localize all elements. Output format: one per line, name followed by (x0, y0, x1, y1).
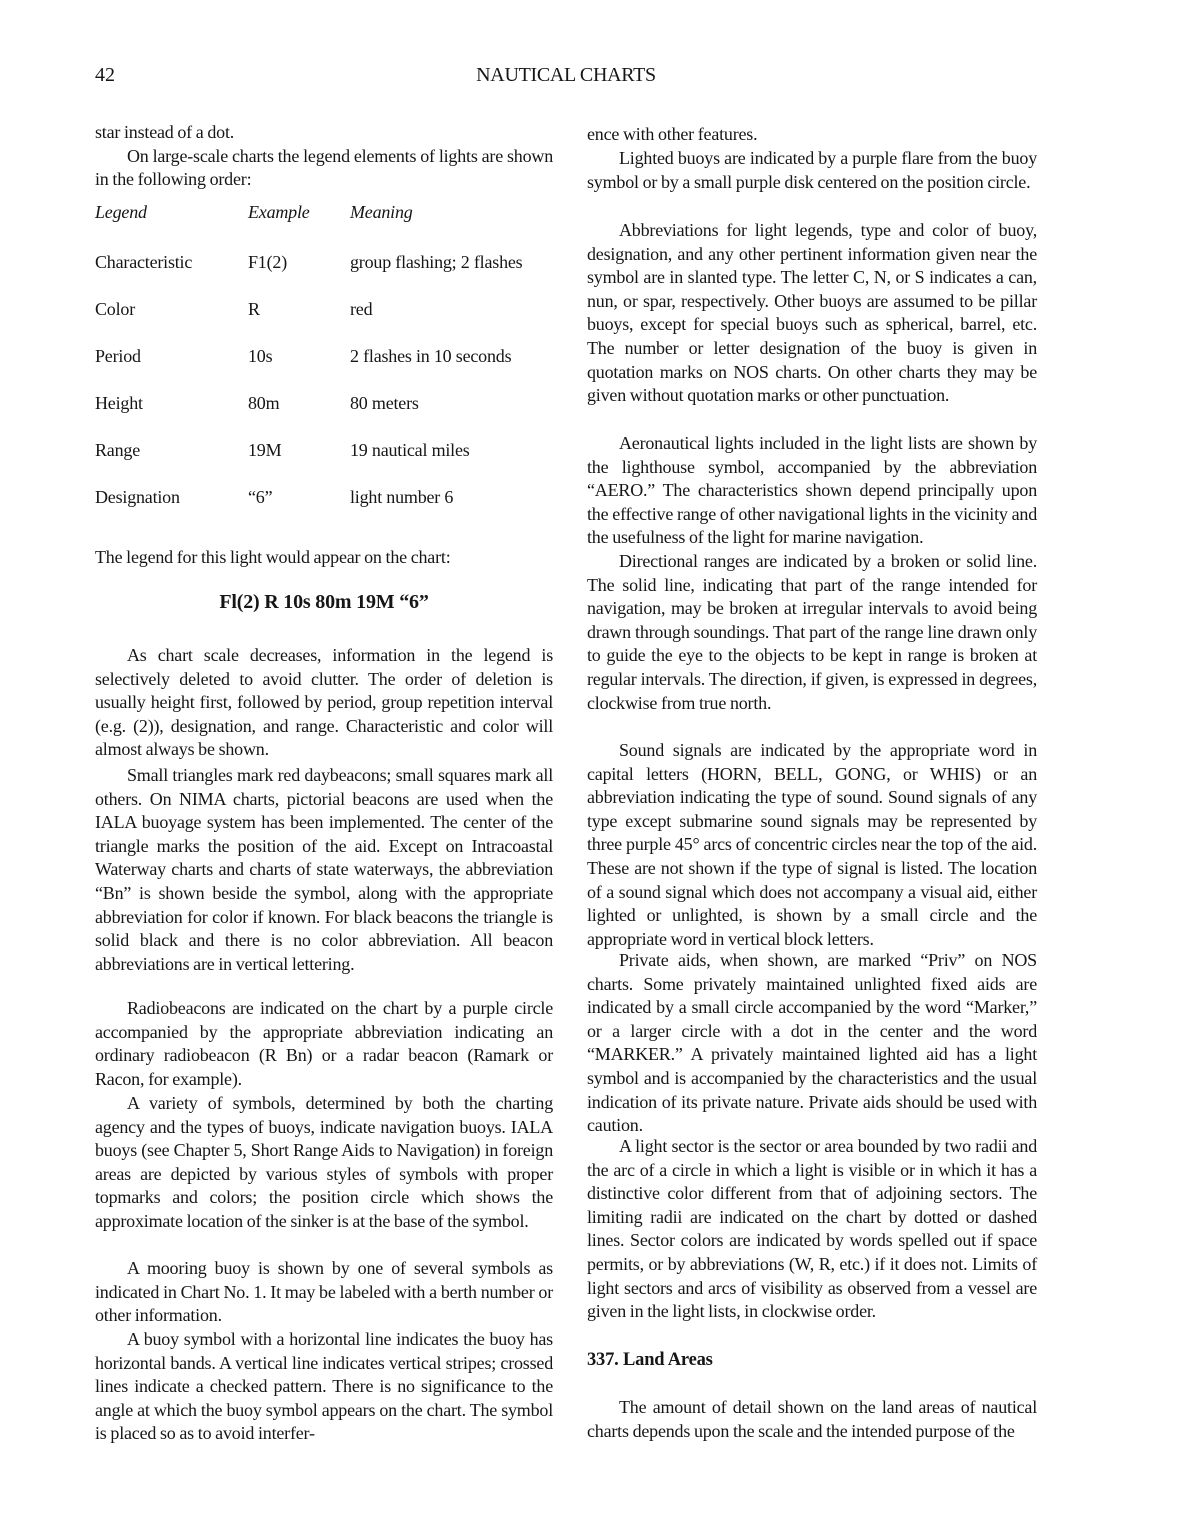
paragraph-light-sector: A light sector is the sector or area bounded by two radii and the arc of a circle in which a light is visible or in which it has a distinctive color different from that of adjoining sectors. The limiting radii are indicated on the chart by dotted or dashed lines. Sector colors are indicated by words spelled out if space permits, or by abbreviations (W, R, etc.) if it does not. Limits of light sectors and arcs of visibility as observed from a vessel are given in the light lists, in clockwise order. (587, 1136, 1037, 1322)
table-row (95, 345, 553, 369)
table-cell-legend: Color (95, 299, 136, 319)
table-cell-meaning: 2 flashes in 10 seconds (350, 346, 512, 366)
page-header (95, 63, 1037, 87)
table-cell-meaning: 19 nautical miles (350, 440, 470, 460)
paragraph-directional-ranges: Directional ranges are indicated by a broken or solid line. The solid line, indicating that part of the range intended for navigation, may be broken at irregular intervals to avoid being drawn through soundings. That part of the range line drawn only to guide the eye to the objects to be kept in range is broken at regular intervals. The direction, if given, is expressed in degrees, clockwise from true north. (587, 551, 1037, 713)
paragraph-buoy-symbols: A variety of symbols, determined by both the charting agency and the types of buoys, indicate navigation buoys. IALA buoys (see Chapter 5, Short Range Aids to Navigation) in foreign areas are depicted by various styles of symbols with proper topmarks and colors; the position circle which shows the approximate location of the sinker is at the base of the symbol. (95, 1093, 553, 1231)
table-cell-example: “6” (248, 487, 273, 507)
paragraph-mooring-buoy: A mooring buoy is shown by one of several symbols as indicated in Chart No. 1. It may be labeled with a berth number or other information. (95, 1258, 553, 1326)
paragraph-land-areas-detail: The amount of detail shown on the land areas of nautical charts depends upon the scale and the intended purpose of the (587, 1397, 1037, 1441)
table-cell-legend: Period (95, 346, 141, 366)
left-column (95, 121, 553, 1521)
table-cell-example: 80m (248, 393, 280, 413)
table-header-legend: Legend (95, 202, 147, 222)
table-cell-legend: Range (95, 440, 140, 460)
paragraph-private-aids: Private aids, when shown, are marked “Priv” on NOS charts. Some privately maintained unlighted fixed aids are indicated by a small circle accompanied by the word “Marker,” or a larger circle with a dot in the center and the word “MARKER.” A privately maintained lighted aid has a light symbol and is accompanied by the characteristics and the usual indication of its private nature. Private aids should be used with caution. (587, 950, 1037, 1136)
chart-legend-example-line: Fl(2) R 10s 80m 19M “6” (219, 591, 429, 613)
table-cell-meaning: group flashing; 2 flashes (350, 252, 523, 272)
continuation-paragraph: ence with other features. (587, 124, 758, 144)
table-cell-meaning: red (350, 299, 373, 319)
table-row (95, 251, 553, 275)
paragraph-aeronautical: Aeronautical lights included in the light lists are shown by the lighthouse symbol, accompanied by the abbreviation “AERO.” The characteristics shown depend principally upon the effective range of other navigational lights in the vicinity and the usefulness of the light for marine navigation. (587, 433, 1037, 548)
table-row (95, 439, 553, 463)
paragraph-daybeacons: Small triangles mark red daybeacons; small squares mark all others. On NIMA charts, pictorial beacons are used when the IALA buoyage system has been implemented. The center of the triangle marks the position of the aid. Except on Intracoastal Waterway charts and charts of state waterways, the abbreviation “Bn” is shown beside the symbol, along with the appropriate abbreviation for color if known. For black beacons the triangle is solid black and there is no color abbreviation. All beacon abbreviations are in vertical lettering. (95, 765, 553, 974)
paragraph-chart-scale: As chart scale decreases, information in the legend is selectively deleted to avoid clutter. The order of deletion is usually height first, followed by period, group repetition interval (e.g. (2)), designation, and range. Characteristic and color will almost always be shown. (95, 645, 553, 760)
page-header-title: NAUTICAL CHARTS (476, 64, 656, 86)
table-row (95, 298, 553, 322)
table-cell-legend: Designation (95, 487, 180, 507)
table-cell-meaning: light number 6 (350, 487, 454, 507)
page-number: 42 (95, 64, 115, 86)
lead-in-paragraph: On large-scale charts the legend elements of lights are shown in the following order: (95, 145, 553, 190)
table-header-meaning: Meaning (350, 202, 413, 222)
table-cell-example: 19M (248, 440, 282, 460)
section-heading-land-areas: 337. Land Areas (587, 1350, 713, 1370)
paragraph-radiobeacons: Radiobeacons are indicated on the chart by a purple circle accompanied by the appropriate abbreviation indicating an ordinary radiobeacon (R Bn) or a radar beacon (Ramark or Racon, for example). (95, 998, 553, 1089)
table-cell-example: R (248, 299, 260, 319)
paragraph-abbreviations: Abbreviations for light legends, type and color of buoy, designation, and any other pertinent information given near the symbol are in slanted type. The letter C, N, or S indicates a can, nun, or spar, respectively. Other buoys are assumed to be pillar buoys, except for special buoys such as spherical, barrel, etc. The number or letter designation of the buoy is given in quotation marks on NOS charts. On other charts they may be given without quotation marks or other punctuation. (587, 220, 1037, 406)
table-cell-meaning: 80 meters (350, 393, 419, 413)
chart-lead-in-paragraph: The legend for this light would appear on the chart: (95, 547, 451, 567)
paragraph-buoy-pattern: A buoy symbol with a horizontal line indicates the buoy has horizontal bands. A vertical line indicates vertical stripes; crossed lines indicate a checked pattern. There is no significance to the angle at which the buoy symbol appears on the chart. The symbol is placed so as to avoid interfer- (95, 1329, 553, 1444)
paragraph-sound-signals: Sound signals are indicated by the appropriate word in capital letters (HORN, BELL, GONG, or WHIS) or an abbreviation indicating the type of sound. Sound signals of any type except submarine sound signals may be represented by three purple 45° arcs of concentric circles near the top of the aid. These are not shown if the type of signal is listed. The location of a sound signal which does not accompany a visual aid, either lighted or unlighted, is shown by a small circle and the appropriate word in vertical block letters. (587, 740, 1037, 949)
table-row (95, 486, 553, 510)
continuation-paragraph: star instead of a dot. (95, 122, 235, 142)
table-header-example: Example (248, 202, 310, 222)
table-header-row (95, 201, 553, 225)
light-legend-table (95, 201, 553, 521)
intro-block (95, 121, 553, 192)
table-cell-example: 10s (248, 346, 273, 366)
table-cell-example: F1(2) (248, 252, 287, 272)
right-column (587, 121, 1037, 1521)
table-row (95, 392, 553, 416)
table-cell-legend: Characteristic (95, 252, 193, 272)
paragraph-lighted-buoys: Lighted buoys are indicated by a purple flare from the buoy symbol or by a small purple disk centered on the position circle. (587, 148, 1037, 192)
table-cell-legend: Height (95, 393, 143, 413)
